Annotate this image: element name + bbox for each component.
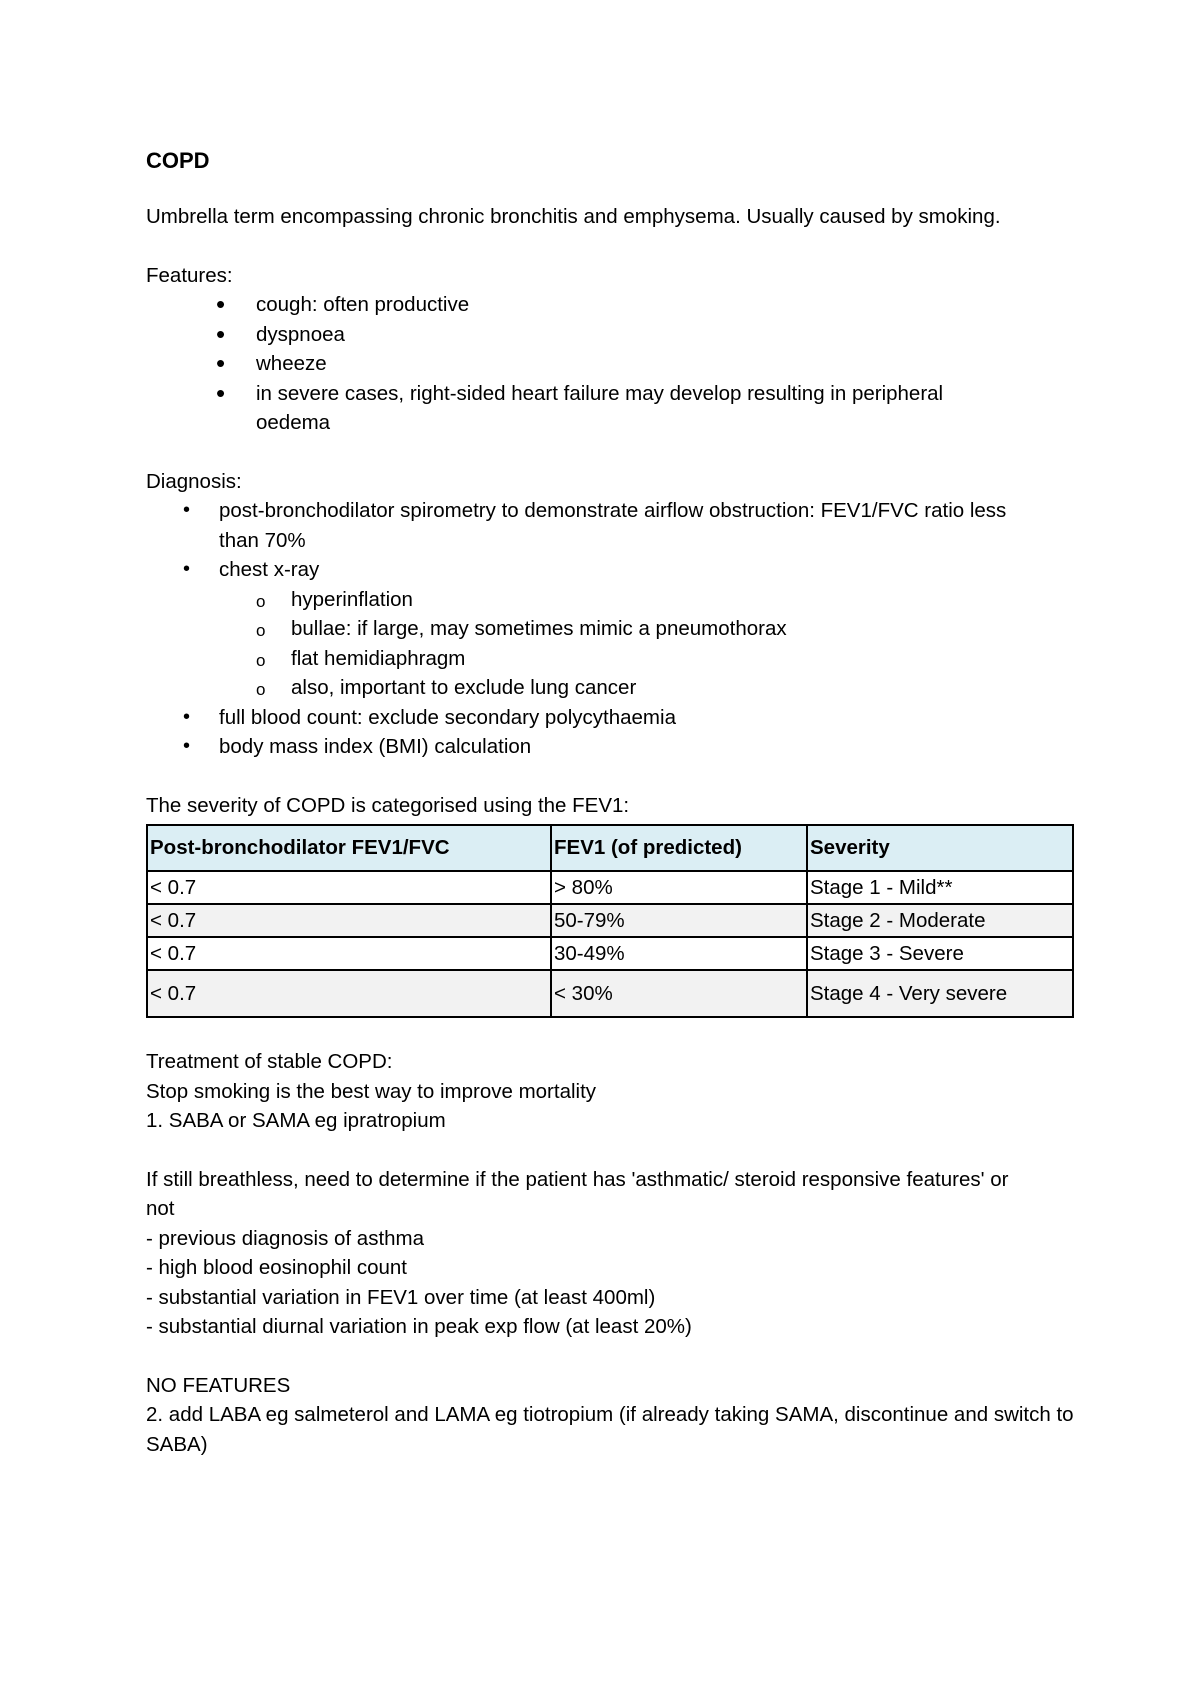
table-row (147, 937, 1073, 970)
treatment-heading: Treatment of stable COPD: (146, 1050, 393, 1073)
list-item: o flat hemidiaphragm (146, 644, 1076, 674)
table-cell: > 80% (551, 871, 807, 904)
breathless-paragraph: If still breathless, need to determine if the patient has 'asthmatic/ steroid responsive features' or not (146, 1167, 1009, 1220)
table-cell: Stage 3 - Severe (807, 937, 1073, 970)
list-item: • in severe cases, right-sided heart failure may develop resulting in peripheral oedema (146, 379, 1076, 438)
list-item: • full blood count: exclude secondary polycythaemia (146, 703, 1076, 733)
table-cell: < 30% (551, 970, 807, 1017)
table-row (147, 904, 1073, 937)
table-header-cell: Post-bronchodilator FEV1/FVC (147, 825, 551, 871)
diagnosis-heading: Diagnosis: (146, 469, 242, 493)
list-item: • chest x-ray (146, 555, 1076, 585)
table-row (147, 871, 1073, 904)
table-cell: < 0.7 (147, 871, 551, 904)
diagnosis-list (146, 496, 1076, 585)
treatment-step-2: 2. add LABA eg salmeterol and LAMA eg tiotropium (if already taking SAMA, discontinue and switch to SABA) (146, 1403, 1074, 1456)
no-features-heading: NO FEATURES (146, 1373, 291, 1397)
criteria-item: - previous diagnosis of asthma (146, 1226, 425, 1250)
list-item: • dyspnoea (146, 320, 1076, 350)
severity-intro: The severity of COPD is categorised using the FEV1: (146, 793, 630, 817)
table-cell: Stage 1 - Mild** (807, 871, 1073, 904)
list-item: • wheeze (146, 349, 1076, 379)
table-cell: 50-79% (551, 904, 807, 937)
diagnosis-list-continued (146, 703, 1076, 762)
treatment-line: Stop smoking is the best way to improve mortality (146, 1079, 597, 1103)
table-cell: < 0.7 (147, 904, 551, 937)
criteria-item: - high blood eosinophil count (146, 1256, 407, 1279)
list-item: o hyperinflation (146, 585, 1076, 615)
features-list (146, 290, 1076, 438)
features-heading: Features: (146, 263, 233, 287)
criteria-item: - substantial diurnal variation in peak exp flow (at least 20%) (146, 1315, 692, 1338)
page-title: COPD (146, 148, 210, 173)
table-cell: < 0.7 (147, 970, 551, 1017)
list-item: o also, important to exclude lung cancer (146, 673, 1076, 703)
intro-paragraph: Umbrella term encompassing chronic bronchitis and emphysema. Usually caused by smoking. (146, 205, 1001, 228)
severity-table (146, 824, 1074, 1018)
list-item: o bullae: if large, may sometimes mimic a pneumothorax (146, 614, 1076, 644)
list-item: • body mass index (BMI) calculation (146, 732, 1076, 762)
list-item: • cough: often productive (146, 290, 1076, 320)
treatment-line: 1. SABA or SAMA eg ipratropium (146, 1109, 446, 1132)
table-header-row (147, 825, 1073, 871)
document-page (146, 146, 1076, 1459)
criteria-item: - substantial variation in FEV1 over time (at least 400ml) (146, 1285, 656, 1309)
table-header-cell: Severity (807, 825, 1073, 871)
table-header-cell: FEV1 (of predicted) (551, 825, 807, 871)
table-row (147, 970, 1073, 1017)
table-cell: 30-49% (551, 937, 807, 970)
list-item: • post-bronchodilator spirometry to demonstrate airflow obstruction: FEV1/FVC ratio less than 70% (146, 496, 1076, 555)
xray-findings-list (146, 585, 1076, 703)
table-cell: Stage 2 - Moderate (807, 904, 1073, 937)
table-cell: Stage 4 - Very severe (807, 970, 1073, 1017)
table-cell: < 0.7 (147, 937, 551, 970)
